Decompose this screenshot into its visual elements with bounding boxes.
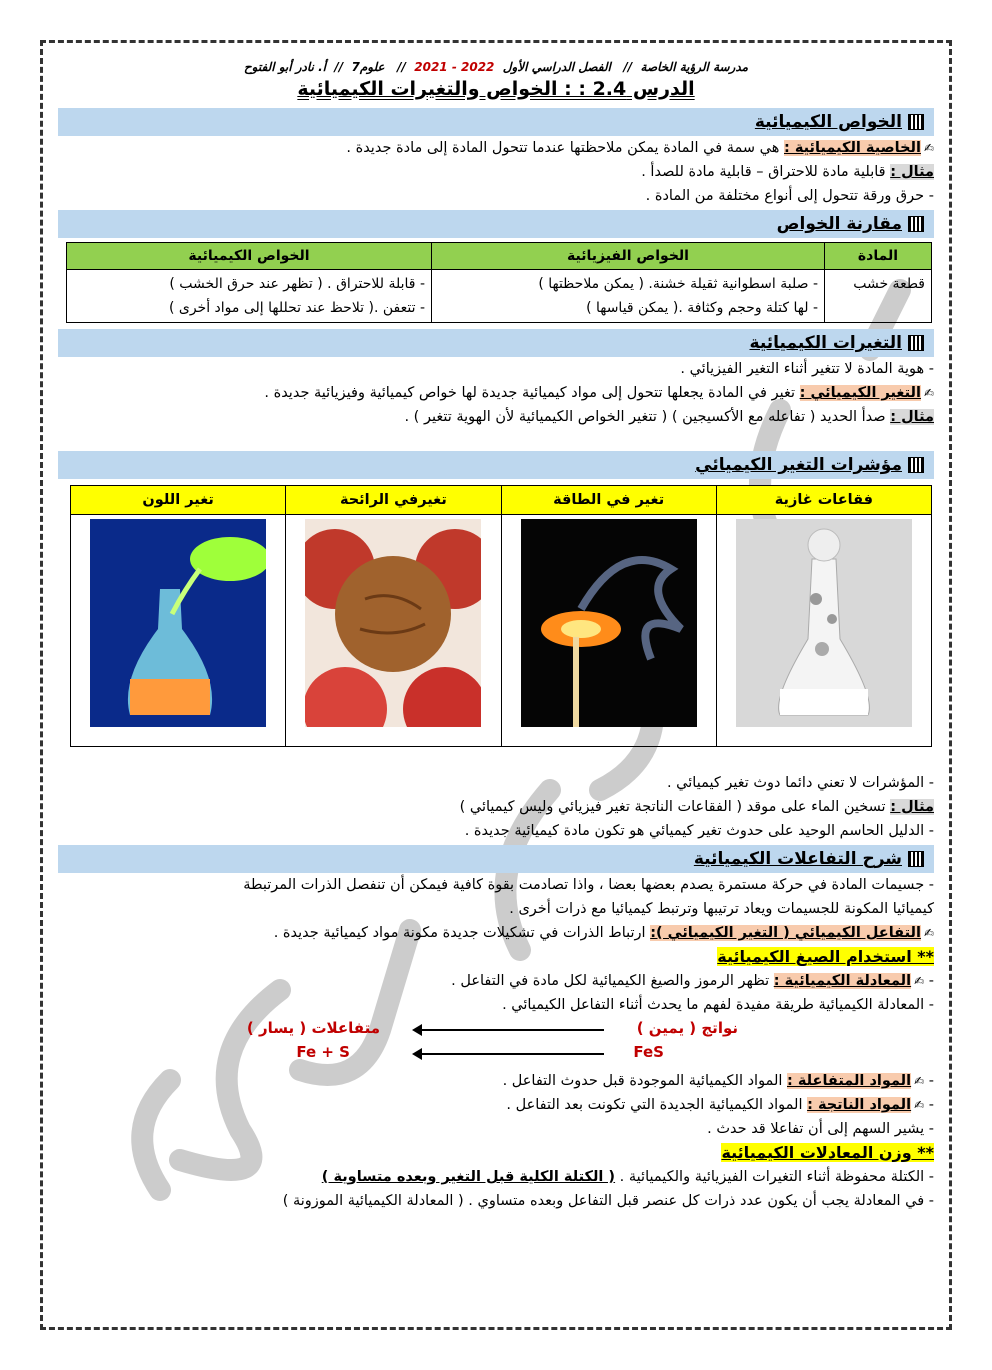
cell-physical: - صلبة اسطوانية ثقيلة خشنة. ( يمكن ملاحظتها ) - لها كتلة وحجم وكثافة .( يمكن قياسها ) [432, 270, 825, 323]
grid-icon [908, 457, 924, 473]
col-header-physical: الخواص الفيزيائية [432, 243, 825, 270]
grid-icon [908, 216, 924, 232]
indicator-header: فقاعات غازية [716, 486, 931, 515]
rotten-apples-image [305, 519, 481, 727]
list-item: - الكتلة محفوظة أثناء التغيرات الفيزيائية والكيميائية . ( الكتلة الكلية قبل التغير وبعده متساوية ) [321, 1169, 934, 1185]
section-compare-properties: مقارنة الخواص [58, 210, 934, 238]
reactants-label: متفاعلات ( يسار ) [246, 1019, 380, 1037]
cell-material: قطعة خشب [825, 270, 932, 323]
arrow-icon [414, 1029, 604, 1031]
products-formula: FeS [633, 1043, 664, 1061]
example-line: مثال : قابلية مادة للاحتراق – قابلية مادة للصدأ . [641, 164, 934, 180]
note-line: - حرق ورقة تتحول إلى أنواع مختلفة من المادة . [645, 188, 934, 204]
indicator-header: تغير اللون [71, 486, 286, 515]
comparison-table [66, 242, 932, 323]
table-row [67, 270, 932, 323]
indicators-table [70, 485, 932, 747]
section-reactions: شرح التفاعلات الكيميائية [58, 845, 934, 873]
section-chemical-properties: الخواص الكيميائية [58, 108, 934, 136]
definition-line: - ✍المعادلة الكيميائية : تظهر الرموز والصيغ الكيميائية لكل مادة في التفاعل . [451, 973, 934, 989]
burning-match-image [521, 519, 697, 727]
definition-line: ✍التفاعل الكيميائي ( التغير الكيميائي ): ارتباط الذرات في تشكيلات جديدة مكونة مواد كيميائية جديدة . [273, 925, 934, 941]
list-item: - يشير السهم إلى أن تفاعلا قد حدث . [707, 1121, 934, 1137]
subheading: ** وزن المعادلات الكيميائية [721, 1143, 934, 1162]
cell-energy [501, 515, 716, 747]
definition-line: ✍الخاصية الكيميائية : هي سمة في المادة يمكن ملاحظتها عندما تتحول المادة إلى مادة جديدة . [346, 140, 934, 156]
cell-color [71, 515, 286, 747]
subheading: ** استخدام الصيغ الكيميائية [717, 947, 934, 966]
grid-icon [908, 114, 924, 130]
list-item: - الدليل الحاسم الوحيد على حدوث تغير كيميائي هو تكون مادة كيميائية جديدة . [464, 823, 934, 839]
definition-line: ✍التغير الكيميائي : تغير في المادة يجعلها تتحول إلى مواد كيميائية جديدة لها خواص كيميائية وفيزيائية جديدة . [264, 385, 934, 401]
example-line: مثال : صدأ الحديد ( تفاعله مع الأكسيجين ) ( تتغير الخواص الكيميائية لأن الهوية تتغير ) . [404, 409, 934, 425]
col-header-material: المادة [825, 243, 932, 270]
col-header-chemical: الخواص الكيميائية [67, 243, 432, 270]
lesson-title: الدرس 2.4 : : الخواص والتغيرات الكيميائية [297, 78, 695, 100]
table-row [71, 515, 932, 747]
indicator-header: تغيرفي الرائحة [286, 486, 501, 515]
pencil-icon: ✍ [914, 1074, 925, 1088]
page-header: مدرسة الرؤية الخاصة // الفصل الدراسي الأول 2022 - 2021 // علوم7 // أ. نادر أبو الفتوح [243, 60, 749, 74]
reactants-formula: Fe + S [296, 1043, 350, 1061]
grid-icon [908, 335, 924, 351]
list-item: - المعادلة الكيميائية طريقة مفيدة لفهم ما يحدث أثناء التفاعل الكيميائي . [502, 997, 934, 1013]
flask-bubbles-image [736, 519, 912, 727]
pencil-icon: ✍ [923, 926, 934, 940]
pencil-icon: ✍ [923, 386, 934, 400]
example-line: مثال : تسخين الماء على موقد ( الفقاعات الناتجة تغير فيزيائي وليس كيميائي ) [459, 799, 934, 815]
cell-gas-bubbles [716, 515, 931, 747]
pencil-icon: ✍ [914, 1098, 925, 1112]
paragraph-line: كيميائيا المكونة للجسيمات ويعاد ترتيبها وترتبط كيميائيا مع ذرات أخرى . [509, 901, 934, 917]
color-change-flask-image [90, 519, 266, 727]
list-item: - هوية المادة لا تتغير أثناء التغير الفيزيائي . [680, 361, 934, 377]
cell-smell [286, 515, 501, 747]
definition-line: - ✍المواد الناتجة : المواد الكيميائية الجديدة التي تكونت بعد التفاعل . [506, 1097, 934, 1113]
paragraph-line: - جسيمات المادة في حركة مستمرة يصدم بعضها بعضا ، واذا تصادمت بقوة كافية فيمكن أن تنفصل الذرات المرتبطة [243, 877, 934, 893]
list-item: - المؤشرات لا تعني دائما دوث تغير كيميائي . [666, 775, 934, 791]
section-change-indicators: مؤشرات التغير الكيميائي [58, 451, 934, 479]
products-label: نواتج ( يمين ) [636, 1019, 738, 1037]
section-chemical-changes: التغيرات الكيميائية [58, 329, 934, 357]
list-item: - في المعادلة يجب أن يكون عدد ذرات كل عنصر قبل التفاعل وبعده متساوي . ( المعادلة الكيميائية الموزونة ) [282, 1193, 934, 1209]
pencil-icon: ✍ [914, 974, 925, 988]
definition-line: - ✍المواد المتفاعلة : المواد الكيميائية الموجودة قبل حدوث التفاعل . [502, 1073, 934, 1089]
arrow-icon [414, 1053, 604, 1055]
pencil-icon: ✍ [923, 141, 934, 155]
indicator-header: تغير في الطاقة [501, 486, 716, 515]
equation-diagram [58, 1017, 934, 1069]
cell-chemical: - قابلة للاحتراق . ( تظهر عند حرق الخشب ) - تتعفن .( تلاحظ عند تحللها إلى مواد أخرى ) [67, 270, 432, 323]
grid-icon [908, 851, 924, 867]
